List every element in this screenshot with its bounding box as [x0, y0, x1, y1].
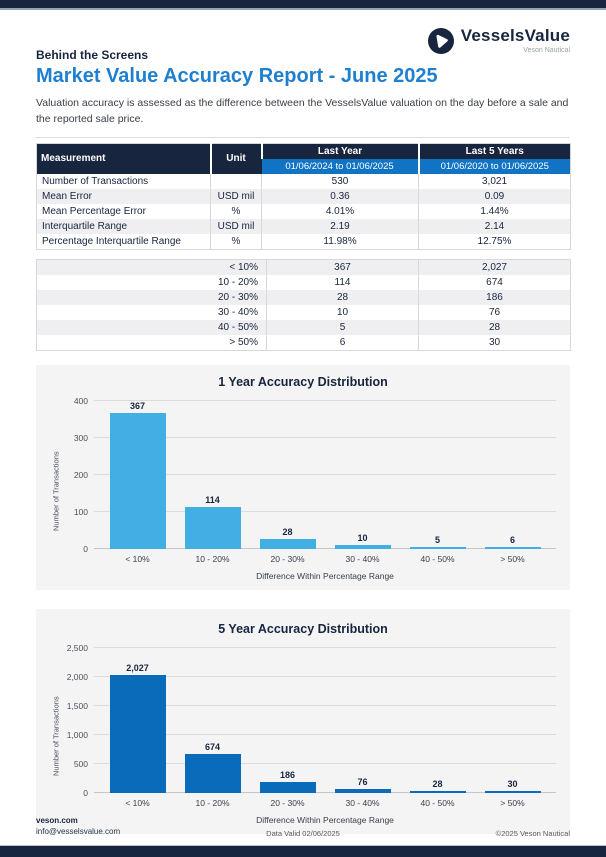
chart-panel-1-year [36, 365, 570, 590]
cell-range: 30 - 40% [217, 307, 258, 319]
intro-paragraph: Valuation accuracy is assessed as the difference between the VesselsValue valuation on the day before a sale and the reported sale price. [36, 97, 569, 126]
bottom-brand-bar [0, 845, 606, 857]
x-axis-category-labels [94, 798, 556, 808]
y-tick-label: 400 [73, 396, 88, 407]
cell-last-year: 5 [267, 320, 419, 335]
plot-area [66, 643, 556, 799]
distribution-table-body [37, 260, 571, 351]
bar [410, 791, 466, 793]
table-row [37, 260, 571, 276]
cell-last-5-years: 12.75% [419, 234, 571, 250]
cell-last-5-years: 186 [419, 290, 571, 305]
cell-last-year: 114 [267, 275, 419, 290]
category-label: > 50% [500, 554, 525, 565]
category-label: 40 - 50% [420, 798, 455, 809]
copyright-text: ©2025 Veson Nautical [495, 829, 570, 838]
cell-last-year: 0.36 [262, 189, 419, 204]
y-tick-label: 100 [73, 507, 88, 518]
page-title: Market Value Accuracy Report - June 2025 [36, 65, 438, 87]
bar [485, 547, 541, 549]
table-row [37, 320, 571, 335]
y-tick-label: 2,500 [66, 643, 88, 654]
cell-last-5-years: 1.44% [419, 204, 571, 219]
table-row [37, 189, 571, 204]
col-header-last-year: Last Year [262, 143, 419, 159]
plot-area [73, 396, 556, 555]
table-row [37, 290, 571, 305]
table-row [37, 234, 571, 250]
x-axis-label: Difference Within Percentage Range [256, 815, 394, 826]
cell-last-5-years: 30 [419, 335, 571, 351]
bar-slot [400, 401, 475, 549]
cell-last-year: 10 [267, 305, 419, 320]
category-label: 10 - 20% [195, 554, 230, 565]
cell-last-year: 530 [262, 174, 419, 189]
bar [260, 539, 316, 549]
vesselsvalue-logo [428, 26, 570, 54]
cell-measurement: Interquartile Range [42, 221, 128, 233]
bar-value-label: 5 [434, 535, 440, 546]
play-circle-icon [428, 28, 454, 54]
cell-last-year: 2.19 [262, 219, 419, 234]
bar-value-label: 76 [357, 776, 368, 787]
bar [410, 547, 466, 549]
data-valid-text: Data Valid 02/06/2025 [266, 829, 340, 838]
header-divider [36, 137, 570, 138]
cell-unit: USD mil [211, 219, 262, 234]
bar [335, 545, 391, 549]
page-footer [36, 816, 570, 838]
cell-range: 20 - 30% [217, 292, 258, 304]
cell-last-year: 367 [267, 260, 419, 276]
bars-group [94, 401, 556, 549]
bar-slot [100, 401, 175, 549]
y-tick-label: 300 [73, 433, 88, 444]
bar-slot [475, 401, 550, 549]
cell-last-year: 4.01% [262, 204, 419, 219]
y-tick-label: 200 [73, 470, 88, 481]
chart-title-5-year: 5 Year Accuracy Distribution [218, 622, 388, 637]
chart-title-1-year: 1 Year Accuracy Distribution [218, 375, 388, 390]
cell-last-year: 28 [267, 290, 419, 305]
y-axis-label: Number of Transactions [51, 451, 61, 531]
category-label: 20 - 30% [270, 798, 305, 809]
email-link[interactable]: info@vesselsvalue.com [36, 827, 121, 836]
x-axis-label: Difference Within Percentage Range [256, 571, 394, 582]
bar-slot [175, 401, 250, 549]
bar-slot [250, 401, 325, 549]
cell-unit: % [211, 234, 262, 250]
y-tick-label: 1,500 [66, 701, 88, 712]
bar-value-label: 10 [357, 533, 368, 544]
cell-range: 40 - 50% [217, 322, 258, 334]
cell-last-5-years: 674 [419, 275, 571, 290]
y-tick-label: 500 [73, 759, 88, 770]
bar-value-label: 674 [204, 741, 221, 752]
cell-last-year: 6 [267, 335, 419, 351]
bar-slot [100, 648, 175, 793]
bar-value-label: 28 [282, 526, 293, 537]
report-eyebrow: Behind the Screens [36, 48, 149, 62]
bar-value-label: 114 [205, 494, 220, 505]
bar-slot [250, 648, 325, 793]
cell-measurement: Percentage Interquartile Range [42, 236, 181, 248]
logo-sub-text: Veson Nautical [523, 47, 570, 54]
cell-measurement: Mean Error [42, 191, 93, 203]
category-label: 10 - 20% [195, 798, 230, 809]
cell-last-5-years: 28 [419, 320, 571, 335]
bar-value-label: 28 [432, 779, 443, 790]
summary-table-body [37, 174, 571, 250]
category-label: > 50% [500, 798, 525, 809]
bar-slot [400, 648, 475, 793]
bar [185, 754, 241, 793]
bar [335, 789, 391, 793]
cell-unit: USD mil [211, 189, 262, 204]
category-label: 20 - 30% [270, 554, 305, 565]
cell-unit [211, 174, 262, 189]
cell-last-5-years: 2,027 [419, 260, 571, 276]
cell-measurement: Number of Transactions [42, 176, 149, 188]
category-label: 30 - 40% [345, 798, 380, 809]
bar-slot [175, 648, 250, 793]
bar-value-label: 30 [507, 779, 518, 790]
y-axis-label: Number of Transactions [51, 696, 61, 777]
table-row [37, 204, 571, 219]
bar [485, 791, 541, 793]
cell-last-5-years: 3,021 [419, 174, 571, 189]
cell-range: > 50% [229, 337, 258, 349]
summary-table [36, 143, 571, 251]
table-row [37, 219, 571, 234]
bar-value-label: 6 [509, 534, 515, 545]
bar-value-label: 186 [279, 770, 296, 781]
subheader-last-5-years-range: 01/06/2020 to 01/06/2025 [419, 159, 571, 174]
bar [110, 413, 166, 549]
table-row [37, 335, 571, 351]
cell-last-5-years: 0.09 [419, 189, 571, 204]
y-tick-label: 0 [83, 788, 88, 799]
cell-last-year: 11.98% [262, 234, 419, 250]
x-axis-category-labels [94, 554, 556, 564]
logo-brand-text: VesselsValue [460, 26, 570, 45]
col-header-unit: Unit [211, 143, 262, 174]
category-label: 30 - 40% [345, 554, 380, 565]
distribution-table [36, 259, 571, 351]
website-link[interactable]: veson.com [36, 816, 78, 825]
cell-last-5-years: 2.14 [419, 219, 571, 234]
bar [260, 782, 316, 793]
bar-slot [325, 648, 400, 793]
bar-slot [475, 648, 550, 793]
subheader-last-year-range: 01/06/2024 to 01/06/2025 [262, 159, 419, 174]
chart-panel-5-year [36, 609, 570, 834]
cell-range: 10 - 20% [217, 277, 258, 289]
col-header-measurement: Measurement [37, 143, 211, 174]
cell-measurement: Mean Percentage Error [42, 206, 146, 218]
y-tick-label: 0 [83, 544, 88, 555]
cell-unit: % [211, 204, 262, 219]
y-tick-label: 1,000 [66, 730, 88, 741]
bar-value-label: 367 [129, 401, 146, 412]
table-row [37, 174, 571, 189]
bars-group [94, 648, 556, 793]
bar [110, 675, 166, 793]
top-brand-bar [0, 0, 606, 10]
category-label: 40 - 50% [420, 554, 455, 565]
cell-last-5-years: 76 [419, 305, 571, 320]
bar [185, 507, 241, 549]
category-label: < 10% [125, 798, 150, 809]
category-label: < 10% [125, 554, 150, 565]
bar-value-label: 2,027 [126, 663, 149, 674]
cell-range: < 10% [229, 262, 258, 274]
col-header-last-5-years: Last 5 Years [419, 143, 571, 159]
table-row [37, 305, 571, 320]
table-row [37, 275, 571, 290]
bar-slot [325, 401, 400, 549]
y-tick-label: 2,000 [66, 672, 88, 683]
